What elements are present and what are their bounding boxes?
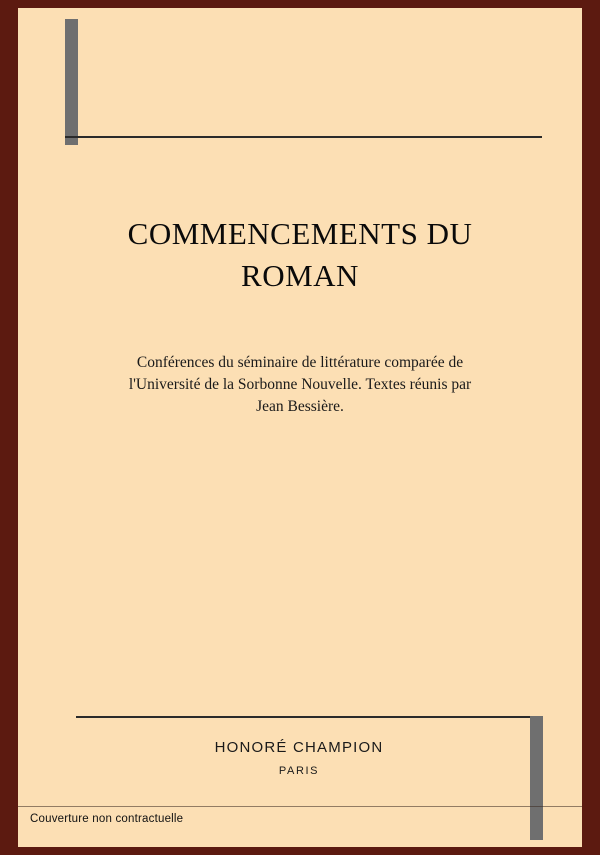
cover-notice: Couverture non contractuelle: [30, 813, 184, 825]
publisher-city: PARIS: [278, 765, 320, 777]
bottom-vertical-bar-decoration: [530, 716, 543, 840]
top-vertical-bar-decoration: [65, 19, 78, 145]
page-title: COMMENCEMENTS DU ROMAN: [127, 216, 473, 293]
top-horizontal-rule: [65, 136, 542, 138]
notice-divider: [18, 806, 582, 807]
page-subtitle: Conférences du séminaire de littérature comparée de l'Université de la Sorbonne Nouvelle. Textes réunis par Jean Bessière.: [128, 354, 472, 415]
bottom-horizontal-rule: [76, 716, 543, 718]
publisher-name: HONORÉ CHAMPION: [214, 739, 384, 756]
book-cover-page: [18, 8, 582, 847]
